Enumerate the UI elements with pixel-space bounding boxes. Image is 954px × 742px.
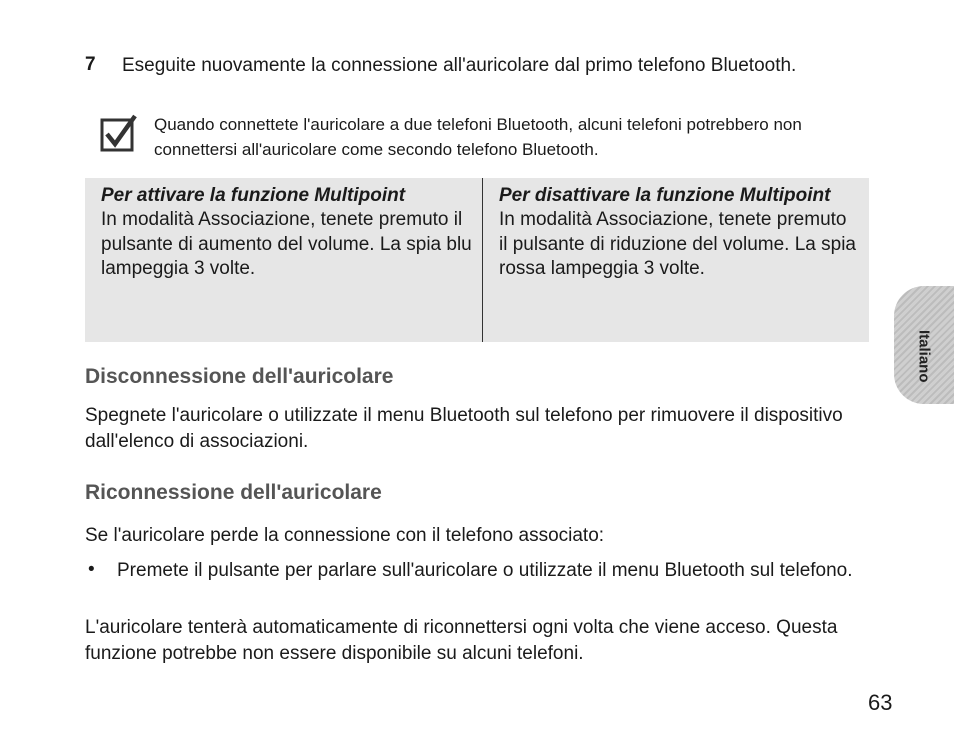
deactivate-heading: Per disattivare la funzione Multipoint (499, 185, 831, 206)
multipoint-deactivate-cell (499, 184, 859, 282)
reconnect-outro: L'auricolare tenterà automaticamente di riconnettersi ogni volta che viene acceso. Questa funzione potrebbe non essere disponibile su alcuni telefoni. (85, 617, 838, 664)
page-number: 63 (868, 690, 893, 715)
activate-heading: Per attivare la funzione Multipoint (101, 185, 406, 206)
reconnect-intro: Se l'auricolare perde la connessione con il telefono associato: (85, 525, 605, 546)
reconnect-bullet: Premete il pulsante per parlare sull'auricolare o utilizzate il menu Bluetooth sul telefono. (117, 560, 853, 581)
step-text: Eseguite nuovamente la connessione all'auricolare dal primo telefono Bluetooth. (122, 55, 797, 76)
side-tab-label: Italiano (915, 330, 933, 383)
disconnect-text: Spegnete l'auricolare o utilizzate il menu Bluetooth sul telefono per rimuovere il dispositivo dall'elenco di associazioni. (85, 405, 843, 452)
deactivate-body: In modalità Associazione, tenete premuto il pulsante di riduzione del volume. La spia rossa lampeggia 3 volte. (499, 209, 856, 279)
table-divider (482, 178, 483, 342)
reconnect-heading: Riconnessione dell'auricolare (85, 481, 382, 504)
language-side-tab (894, 286, 954, 404)
note-text: Quando connettete l'auricolare a due telefoni Bluetooth, alcuni telefoni potrebbero non connettersi all'auricolare come secondo telefono Bluetooth. (154, 115, 802, 159)
bullet-symbol: • (88, 559, 95, 580)
multipoint-table (85, 178, 869, 342)
activate-body: In modalità Associazione, tenete premuto il pulsante di aumento del volume. La spia blu lampeggia 3 volte. (101, 209, 472, 279)
multipoint-activate-cell (101, 184, 481, 282)
disconnect-heading: Disconnessione dell'auricolare (85, 365, 394, 388)
step-number: 7 (85, 54, 96, 75)
checkbox-check-icon (100, 114, 138, 152)
